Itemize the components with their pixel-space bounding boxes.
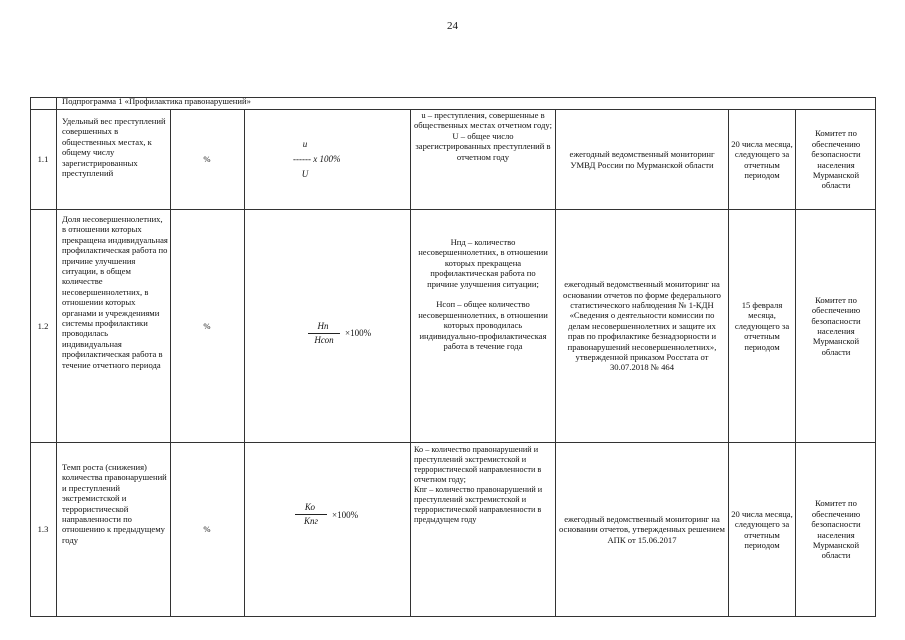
formula-legend: u – преступления, совершенные в общественных местах отчетном году; U – общее число зарегистрированных преступлений в отчетном году — [414, 110, 552, 162]
subprogram-title: Подпрограмма 1 «Профилактика правонарушений» — [62, 96, 251, 106]
indicators-table — [30, 97, 876, 617]
formula-multiplier: ------ x 100% — [293, 154, 341, 164]
indicator-unit: % — [203, 524, 211, 535]
reporting-deadline: 20 числа месяца, следующего за отчетным периодом — [731, 138, 793, 180]
col-border — [728, 109, 729, 617]
formula-denominator: Нсоп — [314, 335, 334, 345]
indicator-name: Удельный вес преступлений совершенных в общественных местах, к общему числу зарегистрированных преступлений — [62, 116, 166, 179]
row-number: 1.1 — [37, 154, 49, 165]
formula-denominator: Кпг — [304, 516, 318, 526]
responsible-body: Комитет по обеспечению безопасности населения Мурманской области — [811, 128, 861, 191]
formula-legend: Нпд – количество несовершеннолетних, в отношении которых прекращена профилактическая работа по причине улучшения ситуации; Нсоп – общее количество несовершеннолетних, в отношении которых проводилась индивидуально-профилактическая работа в течение года — [418, 237, 548, 352]
formula-numerator: Нп — [317, 321, 329, 331]
col-border — [875, 97, 876, 617]
indicator-unit: % — [203, 154, 211, 165]
indicator-unit: % — [203, 320, 211, 331]
reporting-deadline: 20 числа месяца, следующего за отчетным периодом — [731, 508, 793, 550]
data-source: ежегодный ведомственный мониторинг на основании отчетов, утвержденных решением АПК от 15.06.2017 — [559, 513, 725, 545]
responsible-body: Комитет по обеспечению безопасности населения Мурманской области — [811, 498, 861, 561]
formula-denominator: U — [301, 169, 309, 179]
col-border — [795, 109, 796, 617]
indicator-name: Темп роста (снижения) количества правонарушений и преступлений экстремистской и террористической направленности по отношению к предыдущему году — [62, 462, 167, 545]
indicator-name: Доля несовершеннолетних, в отношении которых прекращена индивидуальная профилактическая работа по причине улучшения ситуации, в общем количестве несовершеннолетних, в отношении которых органами и учреждениями системы профилактики проводилась индивидуальная профилактическая работа в течение отчетного периода — [62, 214, 168, 370]
col-border — [410, 109, 411, 617]
reporting-deadline: 15 февраля месяца, следующего за отчетным периодом — [734, 299, 790, 352]
row-number: 1.2 — [37, 320, 49, 331]
data-source: ежегодный ведомственный мониторинг на основании отчетов по форме федерального статистического наблюдения № 1-КДН «Сведения о деятельности комиссии по делам несовершеннолетних и защите их прав по профилактике безнадзорности и правонарушений несовершеннолетних», утвержденной приказом Росстата от 30.07.2018 № 464 — [563, 279, 721, 373]
col-border — [555, 109, 556, 617]
formula-legend: Ко – количество правонарушений и преступлений экстремистской и террористической направленности в отчетном году; Кпг – количество правонарушений и преступлений экстремистской и террористической направленности в предыдущем году — [414, 445, 543, 524]
row-number: 1.3 — [37, 524, 49, 535]
col-border — [244, 109, 245, 617]
data-source: ежегодный ведомственный мониторинг УМВД России по Мурманской области — [569, 149, 715, 170]
page-number: 24 — [447, 20, 458, 32]
formula-numerator: u — [302, 139, 308, 149]
fraction-bar — [308, 333, 340, 334]
table-border-bottom — [30, 616, 876, 617]
formula-numerator: Ко — [304, 502, 316, 512]
formula-multiplier: ×100% — [345, 328, 372, 338]
col-border — [56, 97, 57, 617]
fraction-bar — [295, 514, 327, 515]
formula-multiplier: ×100% — [332, 510, 359, 520]
responsible-body: Комитет по обеспечению безопасности населения Мурманской области — [811, 294, 861, 357]
